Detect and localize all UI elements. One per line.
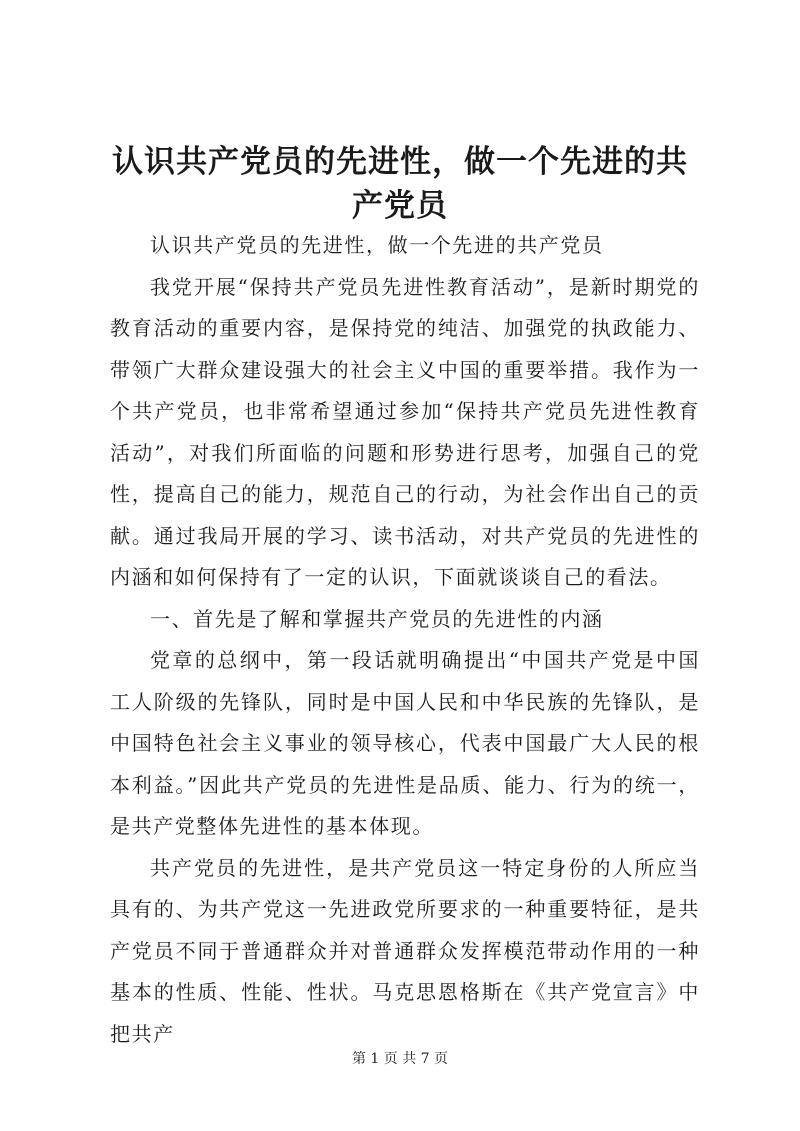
document-body: [110, 225, 700, 1055]
page-footer: [0, 1048, 800, 1068]
paragraph-party-charter: 党章的总纲中，第一段话就明确提出“中国共产党是中国工人阶级的先锋队，同时是中国人民和中华民族的先锋队，是中国特色社会主义事业的领导核心，代表中国最广大人民的根本利益。”因此共产党员的先进性是品质、能力、行为的统一，是共产党整体先进性的基本体现。: [110, 648, 700, 838]
paragraph-subtitle: 认识共产党员的先进性，做一个先进的共产党员: [150, 233, 604, 257]
paragraph-intro: 我党开展“保持共产党员先进性教育活动”，是新时期党的教育活动的重要内容，是保持党的纯洁、加强党的执政能力、带领广大群众建设强大的社会主义中国的重要举措。我作为一个共产党员，也非常希望通过参加“保持共产党员先进性教育活动”，对我们所面临的问题和形势进行思考，加强自己的党性，提高自己的能力，规范自己的行动，为社会作出自己的贡献。通过我局开展的学习、读书活动，对共产党员的先进性的内涵和如何保持有了一定的认识，下面就谈谈自己的看法。: [110, 274, 700, 589]
section-heading-1: 一、首先是了解和掌握共产党员的先进性的内涵: [150, 606, 604, 631]
document-title: 认识共产党员的先进性，做一个先进的共产党员: [112, 144, 688, 224]
paragraph-advanced-nature: 共产党员的先进性，是共产党员这一特定身份的人所应当具有的、为共产党这一先进政党所要求的一种重要特征，是共产党员不同于普通群众并对普通群众发挥模范带动作用的一种基本的性质、性能、性状。马克思恩格斯在《共产党宣言》中把共产: [110, 855, 700, 1046]
page-number: 第 1 页 共 7 页: [351, 1051, 449, 1067]
